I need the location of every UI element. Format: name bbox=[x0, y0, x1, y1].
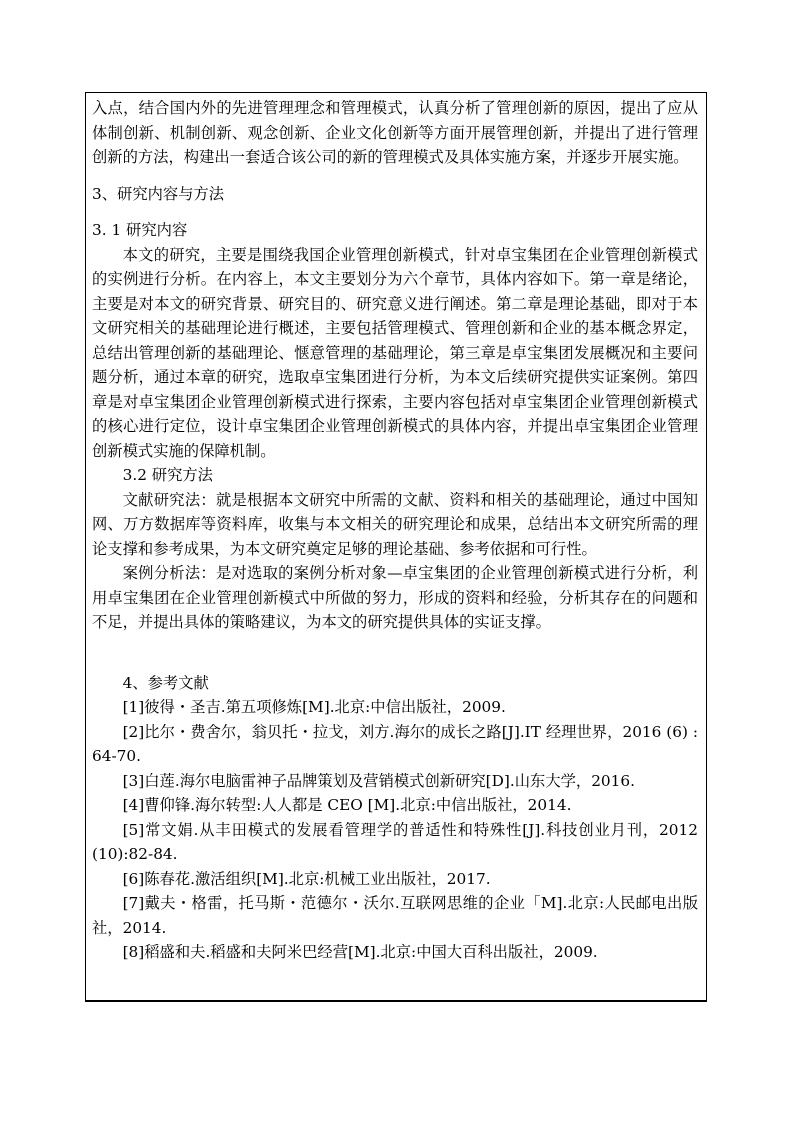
intro-paragraph: 入点，结合国内外的先进管理理念和管理模式，认真分析了管理创新的原因，提出了应从体制创新、机制创新、观念创新、企业文化创新等方面开展管理创新，并提出了进行管理创新的方法，构建出一套适合该公司的新的管理模式及具体实施方案，并逐步开展实施。 bbox=[92, 99, 698, 166]
reference-list bbox=[92, 695, 698, 965]
case-method-paragraph: 案例分析法：是对选取的案例分析对象—卓宝集团的企业管理创新模式进行分析，利用卓宝集团在企业管理创新模式中所做的努力，形成的资料和经验，分析其存在的问题和不足，并提出具体的策略建议，为本文的研究提供具体的实证支撑。 bbox=[92, 564, 698, 631]
section3-2-title: 3.2 研究方法 bbox=[122, 466, 213, 484]
research-content-paragraph: 本文的研究，主要是围绕我国企业管理创新模式，针对卓宝集团在企业管理创新模式的实例进行分析。在内容上，本文主要划分为六个章节，具体内容如下。第一章是绪论，主要是对本文的研究背景、研究目的、研究意义进行阐述。第二章是理论基础，即对于本文研究相关的基础理论进行概述，主要包括管理模式、管理创新和企业的基本概念界定，总结出管理创新的基础理论、惬意管理的基础理论，第三章是卓宝集团发展概况和主要问题分析，通过本章的研究，选取卓宝集团进行分析，为本文后续研究提供实证案例。第四章是对卓宝集团企业管理创新模式进行探索，主要内容包括对卓宝集团企业管理创新模式的核心进行定位，设计卓宝集团企业管理创新模式的具体内容，并提出卓宝集团企业管理创新模式实施的保障机制。 bbox=[92, 245, 698, 460]
section4-title: 4、参考文献 bbox=[122, 673, 209, 692]
reference-item: [7]戴夫・格雷，托马斯・范德尔・沃尔.互联网思维的企业「M].北京:人民邮电出版社，2014. bbox=[92, 894, 698, 937]
reference-item: [8]稻盛和夫.稻盛和夫阿米巴经营[M].北京:中国大百科出版社，2009. bbox=[122, 943, 598, 961]
document-body bbox=[92, 96, 698, 965]
table-bottom-border bbox=[86, 1000, 706, 1001]
section3-title: 3、研究内容与方法 bbox=[92, 184, 225, 203]
reference-item: [2]比尔・费舍尔，翁贝托・拉戈，刘方.海尔的成长之路[J].IT 经理世界，2016 (6) : 64-70. bbox=[92, 722, 698, 765]
reference-item: [1]彼得・圣吉.第五项修炼[M].北京:中信出版社，2009. bbox=[122, 698, 506, 716]
literature-method-paragraph: 文献研究法：就是根据本文研究中所需的文献、资料和相关的基础理论，通过中国知网、万方数据库等资料库，收集与本文相关的研究理论和成果，总结出本文研究所需的理论支撑和参考成果，为本文研究奠定足够的理论基础、参考依据和可行性。 bbox=[92, 490, 698, 558]
section3-1-title: 3. 1 研究内容 bbox=[92, 221, 188, 239]
reference-item: [3]白莲.海尔电脑雷神子品牌策划及营销模式创新研究[D].山东大学，2016. bbox=[122, 771, 635, 790]
reference-item: [6]陈春花.激活组织[M].北京:机械工业出版社，2017. bbox=[122, 869, 491, 888]
reference-item: [4]曹仰锋.海尔转型:人人都是 CEO [M].北京:中信出版社，2014. bbox=[122, 796, 572, 814]
reference-item: [5]常文娟.从丰田模式的发展看管理学的普适性和特殊性[J].科技创业月刊，2012 (10):82-84. bbox=[92, 820, 698, 863]
